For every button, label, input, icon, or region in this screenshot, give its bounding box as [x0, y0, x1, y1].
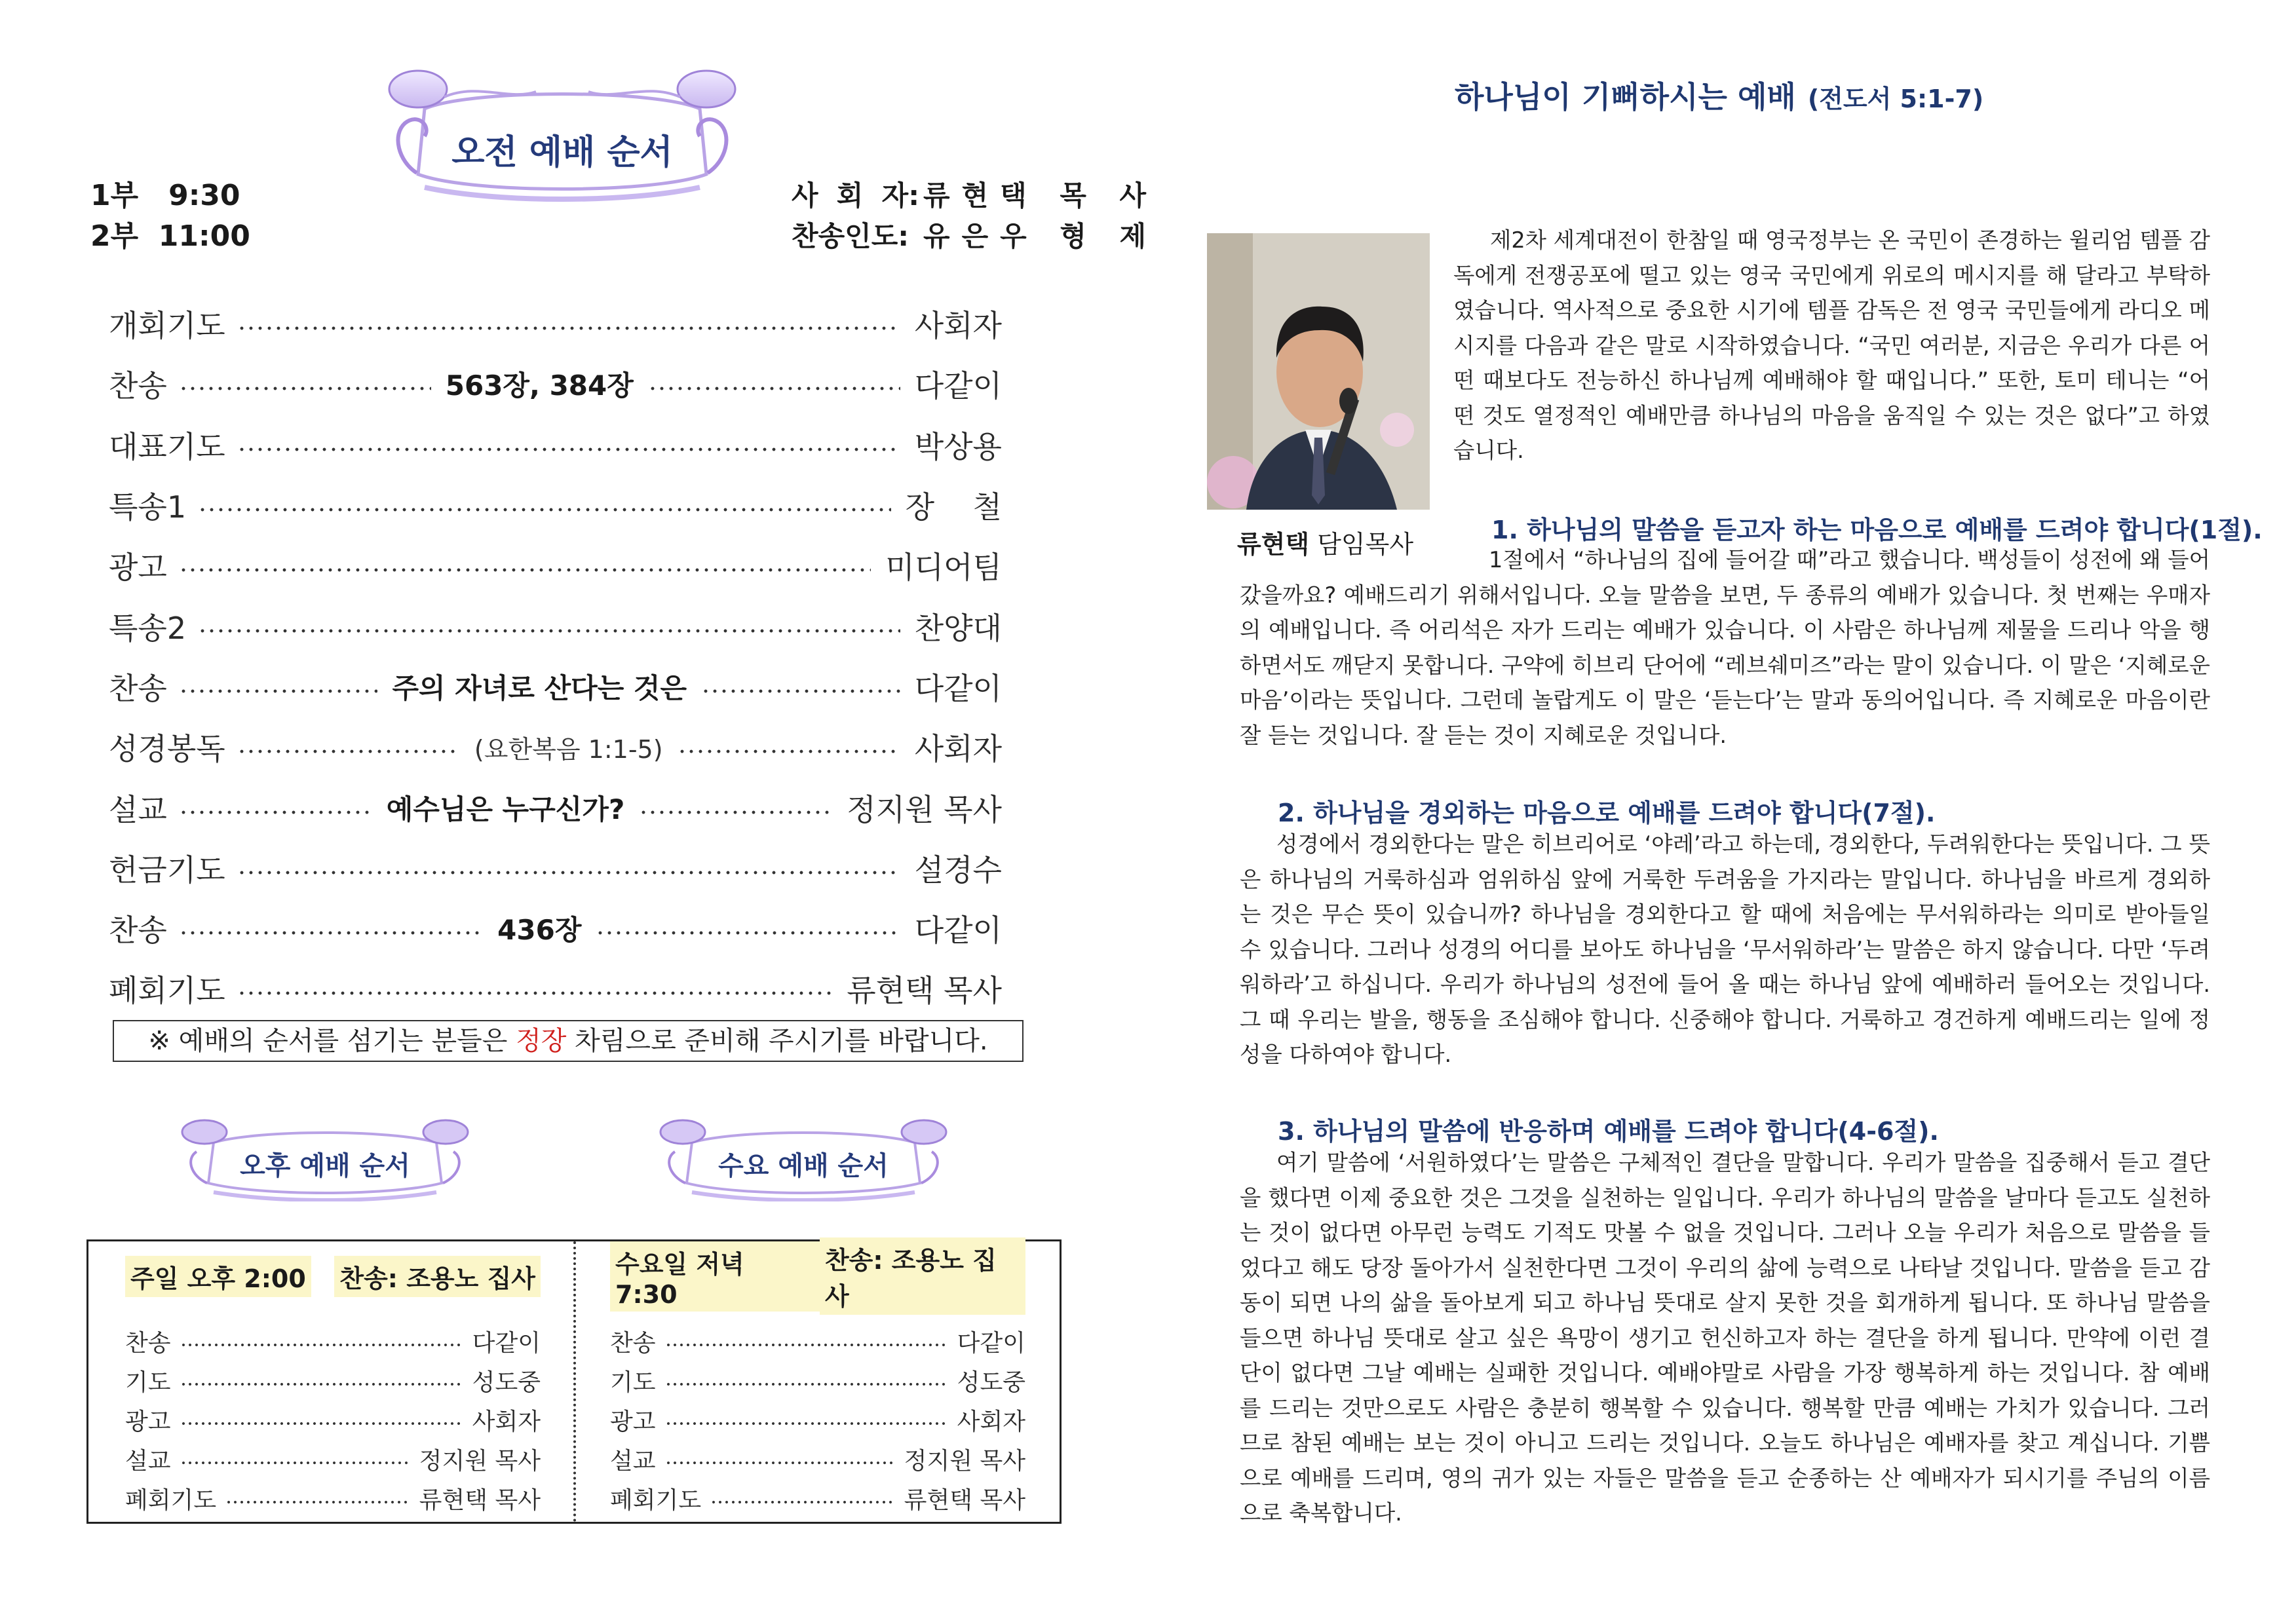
- order-row: [109, 595, 1002, 656]
- item-person: 사회자: [472, 1408, 541, 1435]
- item-person: 성도중: [957, 1369, 1025, 1396]
- order-detail: (요한복음 1:1-5): [474, 734, 663, 764]
- order-detail: 563장, 384장: [445, 369, 634, 402]
- list-item: [610, 1361, 1025, 1400]
- item-label: 설교: [125, 1447, 171, 1475]
- item-label: 설교: [610, 1447, 656, 1475]
- wednesday-banner: [653, 1115, 954, 1201]
- order-label: 광고: [109, 550, 167, 586]
- afternoon-wednesday-box: [86, 1239, 1062, 1524]
- order-row: [109, 475, 1002, 535]
- leader-dots: [179, 387, 431, 390]
- order-person: 사회자: [914, 731, 1003, 767]
- order-person: 다같이: [914, 670, 1002, 706]
- afternoon-banner: [174, 1115, 476, 1201]
- item-person: 다같이: [472, 1329, 541, 1357]
- order-label: 찬송: [109, 913, 167, 949]
- leader-dots: [665, 1343, 948, 1347]
- sermon-title: [1455, 73, 1983, 117]
- notice-text: ※ 예배의 순서를 섬기는 분들은: [148, 1026, 516, 1056]
- order-row: [109, 415, 1002, 475]
- leader-dots: [198, 508, 890, 512]
- order-person: 장 철: [905, 489, 1002, 525]
- afternoon-header: [125, 1256, 541, 1296]
- service-leaders: [792, 176, 1158, 257]
- order-label: 찬송: [109, 368, 167, 404]
- order-row: [109, 777, 1002, 837]
- item-label: 광고: [610, 1408, 656, 1435]
- leader-dots: [225, 1500, 410, 1504]
- order-label: 성경봉독: [109, 731, 225, 767]
- item-label: 기도: [125, 1369, 171, 1396]
- point-2-heading: 2. 하나님을 경외하는 마음으로 예배를 드려야 합니다(7절).: [1278, 799, 1936, 827]
- leader-value: 유은우 형 제: [923, 220, 1158, 252]
- point-2-body: [1240, 827, 2210, 1072]
- order-person: 류현택 목사: [847, 973, 1002, 1009]
- order-label: 설교: [109, 791, 167, 827]
- item-label: 광고: [125, 1408, 171, 1435]
- first-service-time: 1부 9:30: [90, 179, 240, 212]
- leader-dots: [237, 447, 900, 451]
- notice-text: 차림으로 준비해 주시기를 바랍니다.: [566, 1026, 988, 1056]
- leader-dots: [596, 931, 900, 935]
- afternoon-time: 주일 오후 2:00: [125, 1256, 311, 1297]
- item-label: 찬송: [125, 1329, 171, 1357]
- wednesday-items: [610, 1321, 1025, 1518]
- item-person: 류현택 목사: [419, 1486, 541, 1514]
- item-person: 정지원 목사: [904, 1447, 1025, 1475]
- intro-text: 제2차 세계대전이 한참일 때 영국정부는 온 국민이 존경하는 윌리엄 템플 감독에게 전쟁공포에 떨고 있는 영국 국민에게 위로의 메시지를 해 달라고 부탁하였습니다. 역사적으로 중요한 시기에 템플 감독은 전 영국 국민들에게 라디오 메시지를 다음과 같은 말로 시작하였습니다. “국민 여러분, 지금은 우리가 다른 어떤 때보다도 전능하신 하나님께 예배해야 할 때입니다.” 또한, 토미 테니는 “어떤 것도 열정적인 예배만큼 하나님의 마음을 움직일 수 있는 것은 없다”고 하였습니다.: [1453, 227, 2210, 463]
- afternoon-items: [125, 1321, 541, 1518]
- order-row: [109, 293, 1002, 354]
- point-3-heading: 3. 하나님의 말씀에 반응하며 예배를 드려야 합니다(4-6절).: [1278, 1117, 1939, 1146]
- leader-label: 사 회 자:: [792, 179, 919, 212]
- order-label: 폐회기도: [109, 973, 225, 1009]
- order-person: 박상용: [914, 428, 1002, 464]
- sermon-title-text: 하나님이 기뻐하시는 예배: [1455, 79, 1796, 115]
- leader-dots: [639, 810, 832, 814]
- leader-dots: [648, 387, 900, 390]
- leader-dots: [180, 1382, 463, 1386]
- leader-dots: [179, 568, 871, 572]
- order-row: [109, 838, 1002, 898]
- order-label: 헌금기도: [109, 852, 225, 888]
- wednesday-header: [610, 1246, 1025, 1311]
- order-person: 미디어팀: [885, 550, 1002, 586]
- morning-banner-title: 오전 예배 순서: [451, 133, 673, 172]
- leader-dots: [710, 1500, 895, 1504]
- item-label: 기도: [610, 1369, 656, 1396]
- leader-dots: [701, 689, 900, 693]
- order-person: 사회자: [914, 308, 1002, 344]
- point-3-body: [1240, 1145, 2210, 1531]
- leader-dots: [678, 749, 900, 753]
- order-label: 특송2: [109, 610, 187, 646]
- list-item: [125, 1361, 541, 1400]
- leader-dots: [237, 871, 900, 875]
- sermon-intro: [1453, 223, 2210, 468]
- order-detail: 436장: [497, 914, 582, 947]
- order-label: 개회기도: [109, 308, 225, 344]
- list-item: [125, 1400, 541, 1439]
- order-row: [109, 354, 1002, 414]
- second-service-time: 2부 11:00: [90, 219, 250, 253]
- leader-dots: [180, 1343, 463, 1347]
- leader-dots: [179, 931, 483, 935]
- leader-dots: [237, 749, 460, 753]
- order-detail: 주의 자녀로 산다는 것은: [392, 671, 687, 704]
- list-item: [125, 1439, 541, 1479]
- leader-dots: [665, 1461, 895, 1465]
- order-row: [109, 535, 1002, 595]
- point-1-text: 1절에서 “하나님의 집에 들어갈 때”라고 했습니다. 백성들이 성전에 왜 들어갔을까요? 예배드리기 위해서입니다. 오늘 말씀을 보면, 두 종류의 예배가 있습니다. 첫 번째는 우매자의 예배입니다. 즉 어리석은 자가 드리는 예배가 있습니다. 이 사람은 하나님께 제물을 드리나 악을 행하면서도 깨닫지 못합니다. 구약에 히브리 단어에 “레브쉐미즈”라는 말이 있습니다. 이 말은 ‘지혜로운 마음’이라는 뜻입니다. 그런데 놀랍게도 이 말은 ‘듣는다’는 말과 동의어입니다. 즉 지혜로운 마음이란 잘 듣는 것입니다. 잘 듣는 것이 지혜로운 것입니다.: [1240, 547, 2210, 748]
- afternoon-leader: 찬송: 조용노 집사: [334, 1256, 541, 1297]
- sermon-reference: (전도서 5:1-7): [1807, 85, 1984, 113]
- afternoon-banner-title: 오후 예배 순서: [240, 1151, 410, 1181]
- leader-label: 찬송인도:: [792, 220, 909, 252]
- leader-dots: [180, 1422, 463, 1426]
- order-person: 설경수: [914, 852, 1002, 888]
- list-item: [610, 1439, 1025, 1479]
- leader-dots: [179, 810, 372, 814]
- point-1-heading: 1. 하나님의 말씀을 듣고자 하는 마음으로 예배를 드려야 합니다(1절).: [1491, 516, 2263, 544]
- pastor-role: 담임목사: [1317, 530, 1414, 559]
- order-row: [109, 717, 1002, 777]
- order-person: 정지원 목사: [847, 791, 1002, 827]
- order-label: 대표기도: [109, 428, 225, 464]
- item-person: 사회자: [957, 1408, 1025, 1435]
- leader-dots: [665, 1422, 948, 1426]
- morning-banner: [379, 63, 746, 208]
- item-person: 다같이: [957, 1329, 1025, 1357]
- pastor-name: 류현택: [1237, 530, 1310, 559]
- order-person: 다같이: [914, 913, 1002, 949]
- item-person: 류현택 목사: [904, 1486, 1025, 1514]
- wednesday-banner-title: 수요 예배 순서: [718, 1151, 889, 1181]
- order-person: 찬양대: [914, 610, 1002, 646]
- leader-value: 류현택 목 사: [923, 179, 1158, 212]
- leader-row: [792, 176, 1158, 216]
- order-label: 특송1: [109, 489, 187, 525]
- point-1-body: [1240, 542, 2210, 753]
- list-item: [125, 1479, 541, 1518]
- wednesday-time: 수요일 저녁 7:30: [610, 1241, 820, 1312]
- item-person: 성도중: [472, 1369, 541, 1396]
- list-item: [125, 1321, 541, 1361]
- service-times: [90, 176, 250, 257]
- leader-dots: [237, 326, 900, 330]
- order-row: [109, 656, 1002, 717]
- leader-dots: [237, 991, 832, 995]
- morning-order-list: [109, 293, 1002, 1019]
- notice-highlight: 정장: [516, 1026, 567, 1056]
- dotted-divider: [573, 1241, 576, 1522]
- list-item: [610, 1400, 1025, 1439]
- item-label: 찬송: [610, 1329, 656, 1357]
- item-person: 정지원 목사: [419, 1447, 541, 1475]
- item-label: 폐회기도: [610, 1486, 702, 1514]
- leader-dots: [198, 629, 900, 633]
- point-3-text: 여기 말씀에 ‘서원하였다’는 말씀은 구체적인 결단을 말합니다. 우리가 말씀을 집중해서 듣고 결단을 했다면 이제 중요한 것은 그것을 실천하는 일입니다. 우리가 하나님의 말씀을 날마다 듣고도 실천하는 것이 없다면 아무런 능력도 기적도 맛볼 수 없을 것입니다. 그러나 오늘 우리가 처음으로 말씀을 들었다고 해도 당장 돌아가서 실천한다면 그것이 우리의 삶에 능력으로 나타날 것입니다. 말씀을 듣고 감동이 되면 나의 삶을 돌아보게 되고 하나님 뜻대로 살지 못한 것을 회개하게 됩니다. 또 하나님 말씀을 들으면 하나님 뜻대로 살고 싶은 욕망이 생기고 헌신하고자 하는 결단을 하게 됩니다. 만약에 이런 결단이 없다면 그날 예배는 실패한 것입니다. 예배야말로 사람을 가장 행복하게 하는 것입니다. 참 예배를 드리는 것만으로도 사람은 충분히 행복할 수 있습니다. 행복할 만큼 예배는 가치가 있습니다. 그러므로 참된 예배는 보는 것이 아니고 드리는 것입니다. 오늘도 하나님은 예배자를 찾고 계십니다. 기쁨으로 예배를 드리며, 영의 귀가 있는 자들은 말씀을 듣고 순종하는 산 예배자가 되시기를 주님의 이름으로 축복합니다.: [1240, 1150, 2210, 1526]
- pastor-photo: [1207, 233, 1430, 510]
- order-person: 다같이: [914, 368, 1003, 404]
- item-label: 폐회기도: [125, 1486, 217, 1514]
- list-item: [610, 1321, 1025, 1361]
- wednesday-leader: 찬송: 조용노 집사: [820, 1237, 1025, 1315]
- leader-row: [792, 216, 1158, 257]
- order-label: 찬송: [109, 670, 167, 706]
- order-detail: 예수님은 누구신가?: [386, 793, 625, 825]
- afternoon-column: [125, 1241, 541, 1518]
- portrait-icon: [1207, 233, 1430, 510]
- leader-dots: [179, 689, 378, 693]
- leader-dots: [180, 1461, 410, 1465]
- point-2-text: 성경에서 경외한다는 말은 히브리어로 ‘야레’라고 하는데, 경외한다, 두려워한다는 뜻입니다. 그 뜻은 하나님의 거룩하심과 엄위하심 앞에 거룩한 두려움을 가지라는 말입니다. 하나님을 바르게 경외하는 것은 무슨 뜻이 있습니까? 하나님을 경외한다고 할 때에 처음에는 무서워하라는 의미로 받아들일 수 있습니다. 그러나 성경의 어디를 보아도 하나님을 ‘무서워하라’는 말씀은 하지 않습니다. 다만 ‘두려워하라’고 하십니다. 우리가 하나님의 성전에 들어 올 때는 하나님 앞에 예배하러 들어오는 것입니다. 그 때 우리는 발을, 행동을 조심해야 합니다. 신중해야 합니다. 거룩하고 경건하게 예배드리는 일에 정성을 다하여야 합니다.: [1240, 831, 2210, 1067]
- leader-dots: [665, 1382, 948, 1386]
- wednesday-column: [610, 1241, 1025, 1518]
- dress-code-notice: [113, 1020, 1024, 1062]
- order-row: [109, 898, 1002, 958]
- order-row: [109, 958, 1002, 1019]
- list-item: [610, 1479, 1025, 1518]
